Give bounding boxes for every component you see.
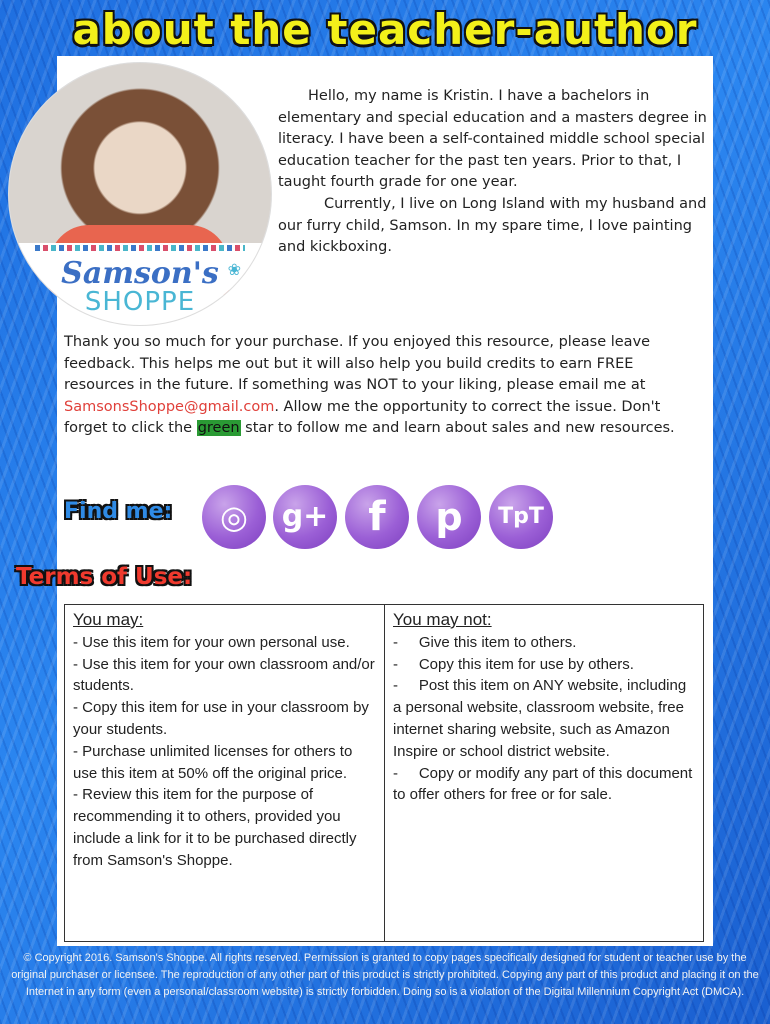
logo-shoppe: SHOPPE — [84, 287, 196, 317]
pinterest-icon[interactable]: p — [417, 485, 481, 549]
author-photo — [8, 62, 272, 326]
thanks-text-2: . Allow me the opportunity to correct the issue. Don't forget to click the — [64, 398, 661, 437]
may-item: - Purchase unlimited licenses for others to use this item at 50% off the original price. — [73, 742, 353, 782]
may-not-item: - Give this item to others. — [393, 633, 577, 651]
bio-paragraph-2: Currently, I live on Long Island with my husband and our furry child, Samson. In my spare time, I love painting and kickboxing. — [278, 195, 707, 256]
page-title: about the teacher-author — [72, 5, 698, 54]
copyright-notice: © Copyright 2016. Samson's Shoppe. All rights reserved. Permission is granted to copy pages specifically designed for student or teacher use by the original purchaser or licensee. The reproduction of any other part of this product is strictly prohibited. Copying any part of this product and placing it on the Internet in any form (even a personal/classroom website) is strictly forbidden. Doing so is a violation of the Digital Millennium Copyright Act (DMCA). — [11, 952, 759, 998]
may-item: - Copy this item for use in your classroom by your students. — [73, 699, 369, 738]
author-bio — [278, 86, 710, 259]
may-not-item: - Copy or modify any part of this document to offer others for free or for sale. — [393, 764, 697, 804]
tpt-icon[interactable]: TpT — [489, 485, 553, 549]
may-item: - Use this item for your own personal use. — [73, 633, 350, 651]
find-me-label: Find me: — [64, 499, 173, 524]
may-not-heading: You may not: — [393, 610, 492, 629]
may-column — [65, 605, 384, 941]
terms-title: Terms of Use: — [16, 564, 193, 590]
thank-you-message — [64, 332, 704, 440]
may-heading: You may: — [73, 610, 144, 629]
bio-paragraph-1: Hello, my name is Kristin. I have a bachelors in elementary and special education and a masters degree in literacy. I have been a self-contained middle school special education teacher for the past ten years. Prior to that, I taught fourth grade for one year. — [278, 88, 707, 191]
instagram-icon[interactable]: ◎ — [202, 485, 266, 549]
google-plus-icon[interactable]: g+ — [273, 485, 337, 549]
may-item: - Use this item for your own classroom and/or students. — [73, 655, 375, 695]
logo-name: Samson's — [61, 256, 219, 291]
facebook-icon[interactable]: f — [345, 485, 409, 549]
terms-table — [64, 604, 704, 942]
email-link[interactable]: SamsonsShoppe@gmail.com — [64, 398, 275, 415]
may-item: - Review this item for the purpose of recommending it to others, provided you include a link for it to be purchased directly from Samson's Shoppe. — [73, 786, 357, 869]
thanks-text-1: Thank you so much for your purchase. If you enjoyed this resource, please leave feedback. This helps me out but it will also help you build credits to earn FREE resources in the future. If something was NOT to your liking, please email me at — [64, 334, 651, 394]
may-not-item: - Post this item on ANY website, including a personal website, classroom website, free internet sharing website, such as Amazon Inspire or school district website. — [393, 677, 691, 760]
green-highlight: green — [197, 420, 240, 437]
thanks-text-3: star to follow me and learn about sales and new resources. — [240, 420, 675, 437]
paw-print-icon: ❀ — [227, 260, 241, 279]
logo-dots — [35, 245, 245, 251]
may-not-column — [384, 605, 703, 941]
may-not-item: - Copy this item for use by others. — [393, 655, 634, 673]
